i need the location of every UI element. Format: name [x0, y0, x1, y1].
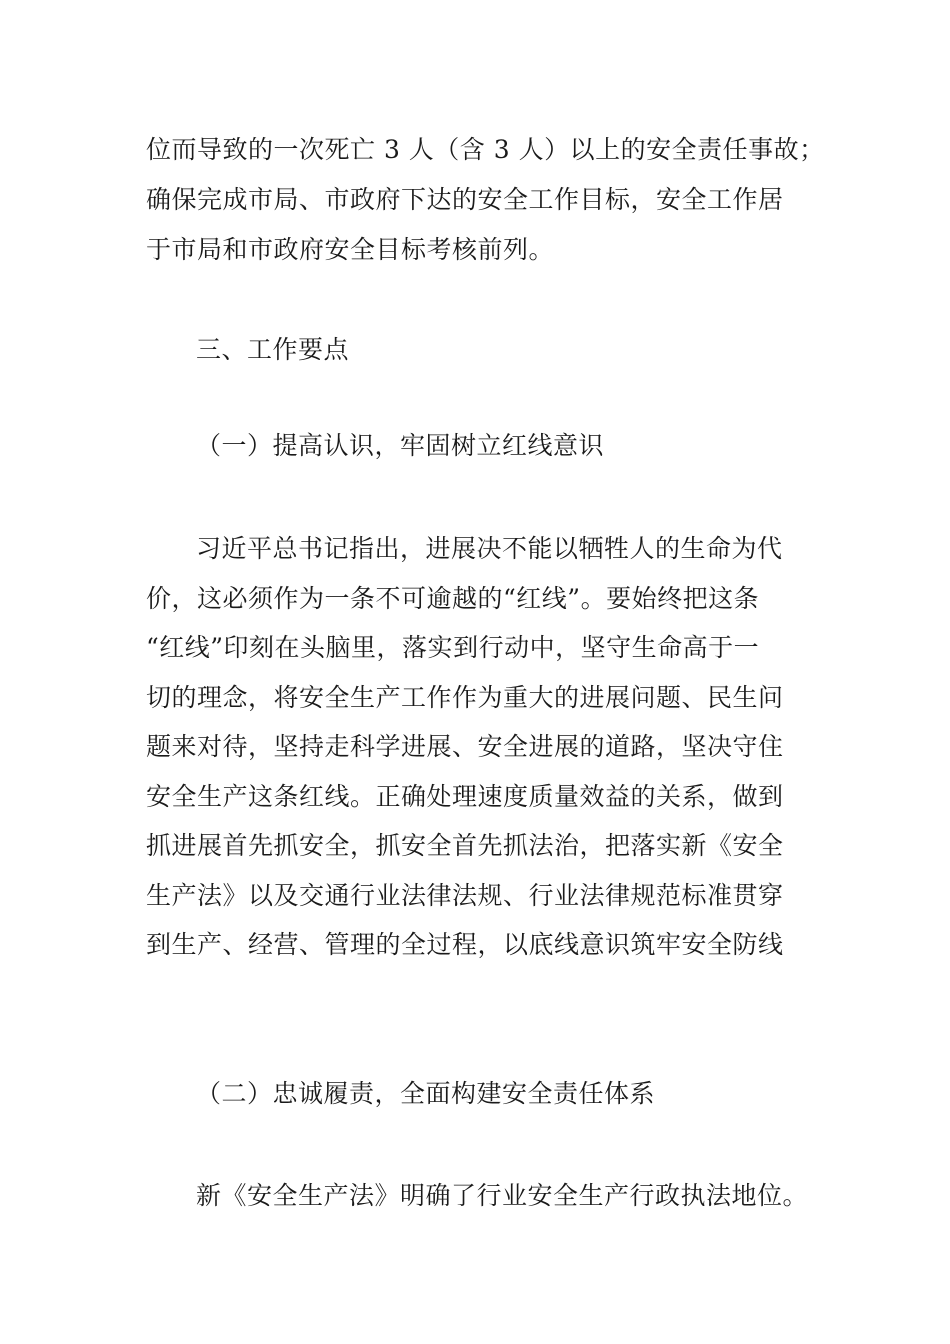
body-text-line: 到生产、经营、管理的全过程，以底线意识筑牢安全防线: [146, 930, 784, 959]
body-text-line: 抓进展首先抓安全，抓安全首先抓法治，把落实新《安全: [146, 831, 784, 860]
body-text-line: 价，这必须作为一条不可逾越的“红线”。要始终把这条: [146, 584, 760, 613]
section-heading: 三、工作要点: [196, 335, 350, 364]
body-text-line: 题来对待，坚持走科学进展、安全进展的道路，坚决守住: [146, 732, 784, 761]
body-text-line: “红线”印刻在头脑里，落实到行动中，坚守生命高于一: [146, 633, 760, 662]
body-text-line: 习近平总书记指出，进展决不能以牺牲人的生命为代: [196, 534, 783, 563]
body-text-line: 确保完成市局、市政府下达的安全工作目标，安全工作居: [146, 185, 784, 214]
body-text-line: 安全生产这条红线。正确处理速度质量效益的关系，做到: [146, 782, 784, 811]
body-text-line: 生产法》以及交通行业法律法规、行业法律规范标准贯穿: [146, 881, 784, 910]
subsection-heading: （二）忠诚履责，全面构建安全责任体系: [196, 1079, 656, 1108]
body-text-line: 切的理念，将安全生产工作作为重大的进展问题、民生问: [146, 683, 784, 712]
body-text-line: 新《安全生产法》明确了行业安全生产行政执法地位。: [196, 1181, 809, 1210]
body-text-line: 于市局和市政府安全目标考核前列。: [146, 235, 555, 264]
subsection-heading: （一）提高认识，牢固树立红线意识: [196, 431, 605, 460]
body-text-line: 位而导致的一次死亡 3 人（含 3 人）以上的安全责任事故；: [146, 135, 825, 164]
